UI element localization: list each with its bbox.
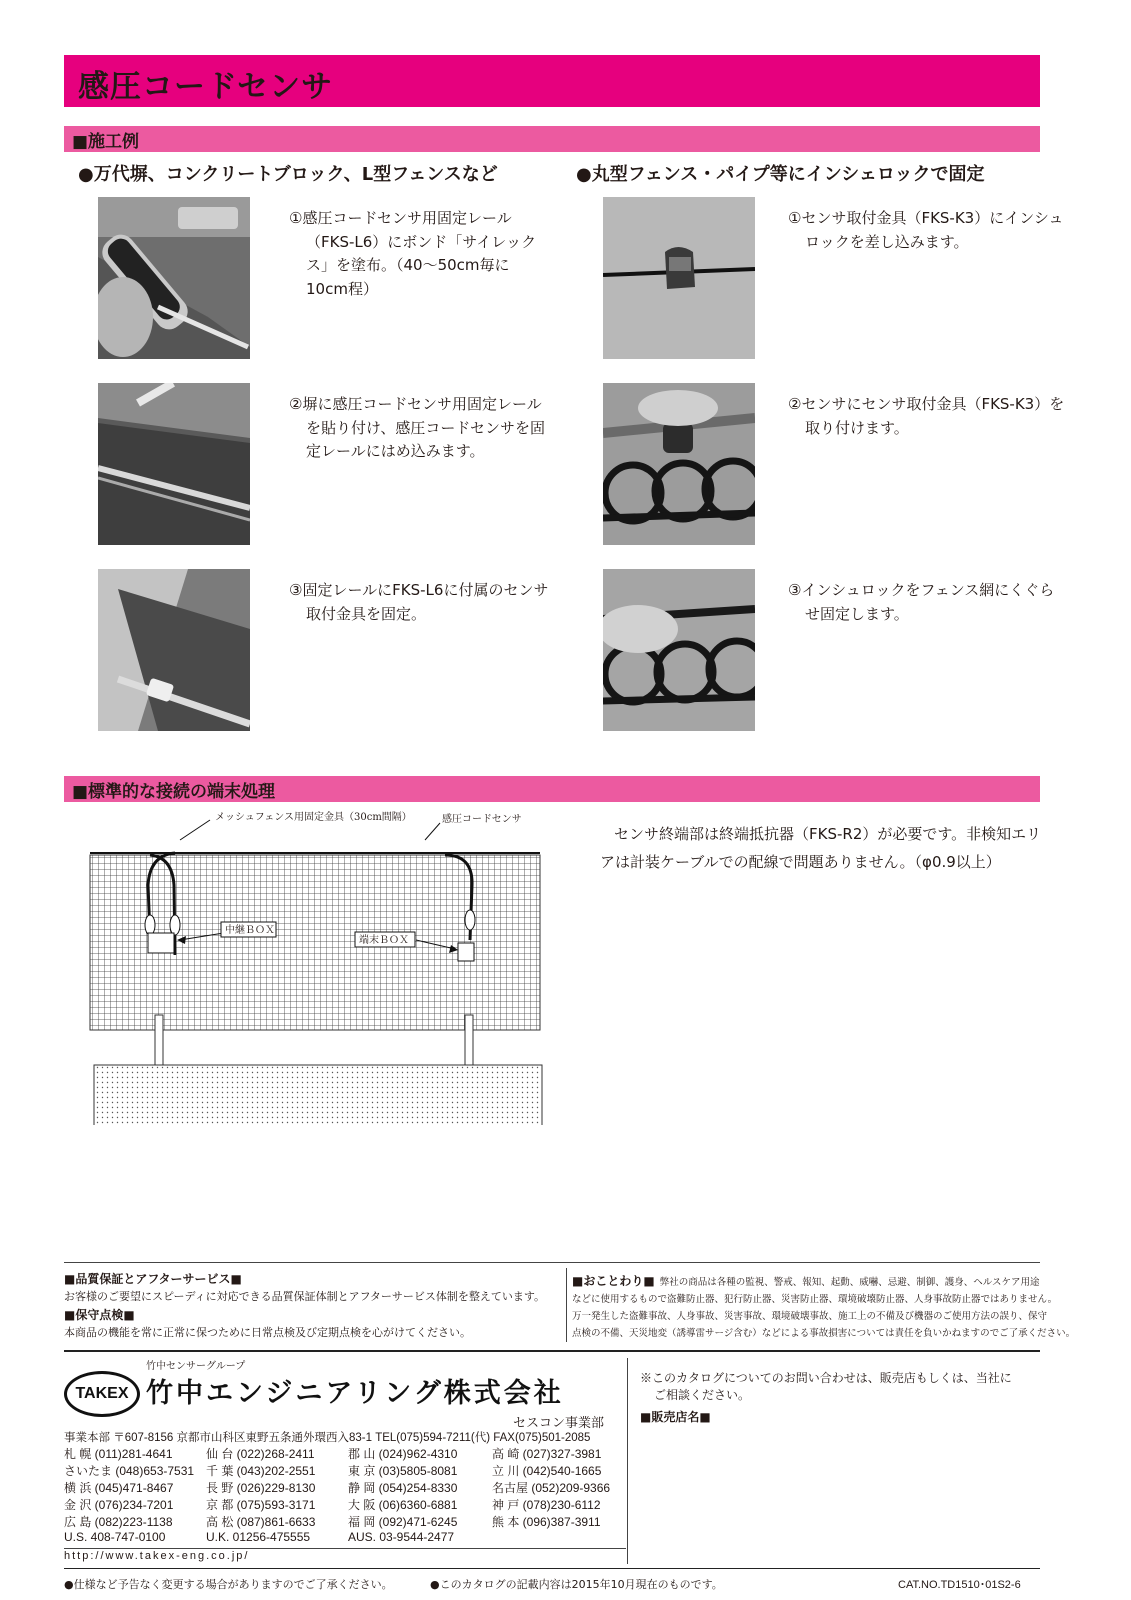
- catalog-number: CAT.NO.TD1510･01S2-6: [898, 1579, 1021, 1591]
- section-bar-install: [64, 126, 1040, 152]
- company-group: 竹中センサーグループ: [146, 1361, 246, 1372]
- divider-footer: [64, 1568, 1040, 1569]
- office-item: 京 都 (075)593-3171: [206, 1498, 316, 1512]
- office-item: [492, 1530, 624, 1544]
- company-url-link[interactable]: http://www.takex-eng.co.jp/: [64, 1550, 250, 1562]
- office-item: 東 京 (03)5805-8081: [348, 1464, 458, 1478]
- diagram-label-sensor: 感圧コードセンサ: [442, 814, 522, 825]
- diagram-label-relay: 中継ＢＯＸ: [225, 925, 275, 936]
- office-item: 神 戸 (078)230-6112: [492, 1498, 601, 1512]
- office-item: 長 野 (026)229-8130: [206, 1481, 316, 1495]
- fence-diagram: [80, 812, 555, 1125]
- office-item: 広 島 (082)223-1138: [64, 1515, 173, 1529]
- disclaimer-line-1: 弊社の商品は各種の監視、警戒、報知、起動、威嚇、忌避、制御、護身、ヘルスケア用途: [659, 1277, 1040, 1288]
- right-step-1: ①センサ取付金具（FKS-K3）にインシュロックを差し込みます。: [788, 209, 1064, 251]
- section-title-install: ■施工例: [72, 132, 140, 152]
- right-col-heading: ●丸型フェンス・パイプ等にインシェロックで固定: [576, 164, 985, 185]
- office-item: 静 岡 (054)254-8330: [348, 1481, 458, 1495]
- quality-heading: ■品質保証とアフターサービス■: [64, 1272, 242, 1286]
- office-item: 郡 山 (024)962-4310: [348, 1447, 458, 1461]
- office-item: 横 浜 (045)471-8467: [64, 1481, 174, 1495]
- photo-left-3: [98, 569, 250, 731]
- maintenance-heading: ■保守点検■: [64, 1308, 135, 1322]
- office-item: 金 沢 (076)234-7201: [64, 1498, 174, 1512]
- disclaimer-line-4: 点検の不備、天災地変（誘導雷サージ含む）などによる事故損害については責任を負いかねますのでご了承ください。: [572, 1328, 1076, 1339]
- logo-text: TAKEX: [75, 1385, 129, 1402]
- office-item: 札 幌 (011)281-4641: [64, 1447, 173, 1461]
- office-item: AUS. 03-9544-2477: [348, 1530, 455, 1544]
- left-step-3: ③固定レールにFKS-L6に付属のセンサ取付金具を固定。: [289, 581, 549, 623]
- photo-right-1: [603, 197, 755, 359]
- inquiry-line-1: ※このカタログについてのお問い合わせは、販売店もしくは、当社に: [640, 1371, 1012, 1385]
- office-item: U.K. 01256-475555: [206, 1530, 311, 1544]
- office-item: 高 松 (087)861-6633: [206, 1515, 316, 1529]
- office-item: 高 崎 (027)327-3981: [492, 1447, 602, 1461]
- office-item: 大 阪 (06)6360-6881: [348, 1498, 458, 1512]
- office-item: 福 岡 (092)471-6245: [348, 1515, 458, 1529]
- divider-vertical-company: [627, 1358, 628, 1564]
- disclaimer-line-2: などに使用するもので盗難防止器、犯行防止器、災害防止器、環境破壊防止器、人身事故防止器ではありません。: [572, 1294, 1058, 1305]
- divider-url: [64, 1548, 626, 1549]
- diagram-label-end: 端末ＢＯＸ: [359, 935, 409, 946]
- company-hq: 事業本部 〒607-8156 京都市山科区東野五条通外環西入83-1 TEL(075)594-7211(代) FAX(075)501-2085: [64, 1432, 591, 1444]
- office-item: 熊 本 (096)387-3911: [492, 1515, 601, 1529]
- inquiry-line-2: ご相談ください。: [654, 1388, 751, 1402]
- page-title: 感圧コードセンサ: [78, 69, 334, 105]
- office-item: 名古屋 (052)209-9366: [492, 1481, 611, 1495]
- termination-note: センサ終端部は終端抵抗器（FKS-R2）が必要です。非検知エリアは計装ケーブルでの配線で問題ありません。（φ0.9以上）: [600, 825, 1042, 871]
- photo-left-2: [98, 383, 250, 545]
- right-step-2: ②センサにセンサ取付金具（FKS-K3）を取り付けます。: [788, 395, 1065, 437]
- left-col-heading: ●万代塀、コンクリートブロック、L型フェンスなど: [78, 164, 498, 185]
- divider-company: [64, 1350, 1040, 1352]
- office-item: 仙 台 (022)268-2411: [206, 1447, 315, 1461]
- office-list: [64, 1445, 624, 1544]
- office-item: U.S. 408-747-0100: [64, 1530, 166, 1544]
- maintenance-text: 本商品の機能を常に正常に保つために日常点検及び定期点検を心がけてください。: [64, 1326, 471, 1339]
- office-item: さいたま (048)653-7531: [64, 1464, 195, 1478]
- office-item: 立 川 (042)540-1665: [492, 1464, 602, 1478]
- divider-vertical-info: [566, 1268, 567, 1342]
- footer-note-1: ●仕様など予告なく変更する場合がありますのでご了承ください。: [64, 1578, 393, 1591]
- disclaimer-line-3: 万一発生した盗難事故、人身事故、災害事故、環境破壊事故、施工上の不備及び機器のご使用方法の誤り、保守: [572, 1311, 1048, 1322]
- section-bar-termination: [64, 776, 1040, 802]
- quality-text: お客様のご要望にスピーディに対応できる品質保証体制とアフターサービス体制を整えています。: [64, 1290, 546, 1303]
- section-title-termination: ■標準的な接続の端末処理: [72, 782, 276, 802]
- title-bar: [64, 55, 1040, 107]
- divider-top: [64, 1262, 1040, 1263]
- left-step-2: ②塀に感圧コードセンサ用固定レールを貼り付け、感圧コードセンサを固定レールにはめ込みます。: [289, 395, 545, 460]
- photo-right-3: [603, 569, 755, 731]
- disclaimer-heading: ■おことわり■: [572, 1274, 655, 1288]
- company-name: 竹中エンジニアリング株式会社: [146, 1378, 564, 1409]
- diagram-label-mesh: メッシュフェンス用固定金具（30cm間隔）: [215, 812, 412, 823]
- takex-logo: [64, 1371, 140, 1417]
- right-step-3: ③インシュロックをフェンス網にくぐらせ固定します。: [788, 581, 1055, 623]
- left-step-1: ①感圧コードセンサ用固定レール（FKS-L6）にボンド「サイレックス」を塗布。（40〜50cm毎に10cm程）: [289, 209, 537, 298]
- photo-left-1: [98, 197, 250, 359]
- dealer-heading: ■販売店名■: [640, 1410, 711, 1424]
- disclaimer-block: [572, 1270, 1076, 1342]
- footer-note-2: ●このカタログの記載内容は2015年10月現在のものです。: [430, 1578, 723, 1591]
- office-item: 千 葉 (043)202-2551: [206, 1464, 316, 1478]
- photo-right-2: [603, 383, 755, 545]
- company-division: セスコン事業部: [513, 1416, 605, 1431]
